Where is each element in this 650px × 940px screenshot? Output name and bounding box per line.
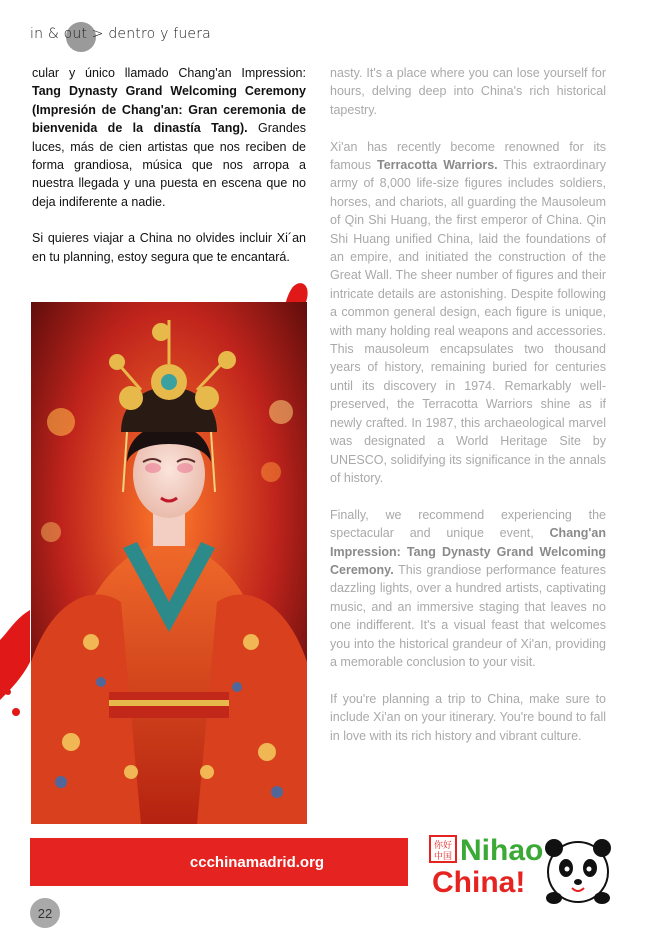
left-column — [32, 64, 306, 284]
right-p2-rest: This extraordinary army of 8,000 life-size figures includes soldiers, horses, and chariots, all guarding the Mausoleum of Qin Shi Huang, the first emperor of China. Qin Shi Huang unified China, laid the foundations of an empire, and initiated the construction of the Great Wall. The sheer number of figures and their intricate details are astonishing. Despite following a common general design, each figure is unique, with many holding real weapons and accessories. This mausoleum encapsulates two thousand years of history, remaining buried for centuries until its discovery in 1974. Remarkably well-preserved, the Terracotta Warriors shine as if newly crafted. In 1987, this archaeological marvel was designated a World Heritage Site by UNESCO, solidifying its significance in the annals of history. — [330, 158, 606, 485]
seal-text-bottom: 中国 — [433, 852, 453, 862]
seal-icon — [430, 836, 456, 862]
section-title: in & out > dentro y fuera — [30, 26, 211, 42]
performer-photo — [31, 302, 307, 824]
nihao-china-logo — [428, 828, 618, 908]
logo-text-nihao: Nihao — [460, 834, 544, 867]
photo-illustration — [31, 302, 307, 824]
left-paragraph-1 — [32, 64, 306, 211]
right-column — [330, 64, 606, 763]
logo-graphic — [428, 828, 618, 908]
website-banner[interactable] — [30, 838, 408, 886]
left-paragraph-2: Si quieres viajar a China no olvides incluir Xi´an en tu planning, estoy segura que te encantará. — [32, 231, 306, 264]
website-link[interactable]: ccchinamadrid.org — [189, 853, 325, 871]
right-paragraph-1: nasty. It's a place where you can lose yourself for hours, delving deep into China's rich historical tapestry. — [330, 66, 606, 117]
logo-text-china: China! — [432, 866, 526, 899]
right-p3-rest: This grandiose performance features dazzling lights, over a hundred artists, captivating music, and an immersive staging that leaves no one indifferent. It's a visual feast that welcomes you into the historical grandeur of Xi'an, providing a memorable conclusion to your visit. — [330, 562, 606, 669]
section-header — [30, 22, 211, 48]
right-p3-bold: Chang'an Impression: Tang Dynasty Grand Welcoming Ceremony. — [330, 526, 606, 577]
left-p1-lead: cular y único llamado Chang'an Impression: — [32, 66, 306, 80]
right-paragraph-3 — [330, 506, 606, 672]
right-p2-lead: Xi'an has recently become renowned for its famous — [330, 139, 606, 173]
left-p1-bold: Tang Dynasty Grand Welcoming Ceremony (Impresión de Chang'an: Gran ceremonia de bienvenida de la dinastía Tang). — [32, 84, 306, 136]
right-paragraph-2 — [330, 138, 606, 488]
left-p1-rest: Grandes luces, más de cien artistas que nos reciben de forma grandiosa, música que nos arropa a nuestra llegada y una puesta en escena que no deja indiferente a nadie. — [32, 121, 306, 209]
page-number: 22 — [30, 898, 60, 928]
right-p3-lead: Finally, we recommend experiencing the spectacular and unique event, — [330, 507, 606, 541]
right-paragraph-4: If you're planning a trip to China, make sure to include Xi'an on your itinerary. You're bound to fall in love with its rich history and vibrant culture. — [330, 691, 606, 743]
right-p2-bold: Terracotta Warriors. — [377, 158, 498, 173]
panda-icon — [545, 839, 611, 904]
seal-text-top: 你好 — [433, 841, 453, 851]
